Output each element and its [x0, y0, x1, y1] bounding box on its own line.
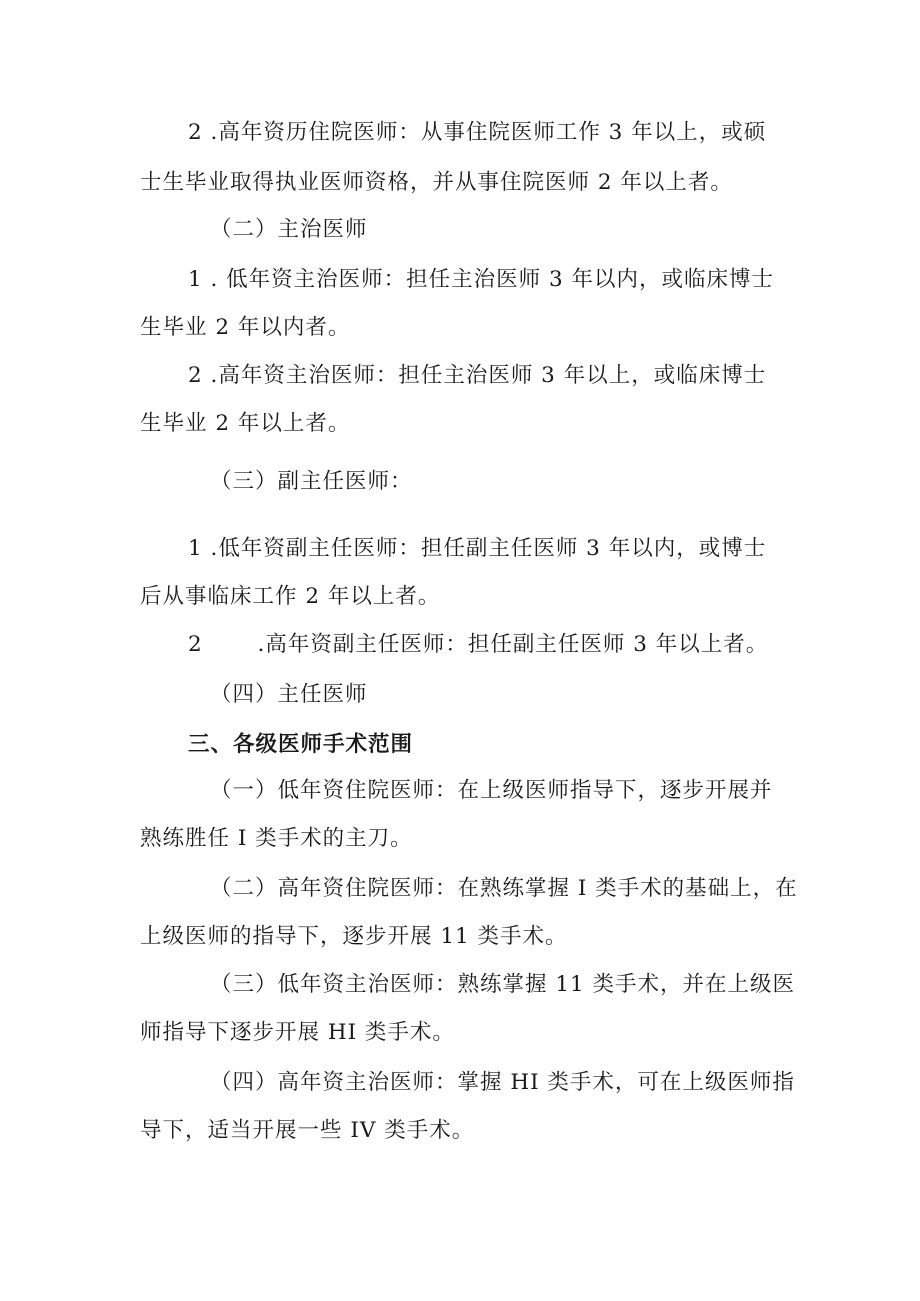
- paragraph-line: 1 . 低年资主治医师：担任主治医师 3 年以内，或临床博士: [188, 267, 775, 292]
- paragraph-line: （一）低年资住院医师：在上级医师指导下，逐步开展并: [210, 778, 773, 803]
- chapter-heading: 三、各级医师手术范围: [188, 732, 414, 757]
- section-heading-chief: （四）主任医师: [210, 682, 368, 707]
- paragraph-line: 生毕业 2 年以内者。: [140, 315, 351, 340]
- paragraph-line: 2 .高年资历住院医师：从事住院医师工作 3 年以上，或硕: [188, 120, 767, 145]
- paragraph-line: 师指导下逐步开展 HI 类手术。: [140, 1020, 455, 1045]
- section-heading-associate-chief: （三）副主任医师：: [210, 469, 413, 494]
- paragraph-line: 熟练胜任 I 类手术的主刀。: [140, 826, 413, 851]
- paragraph-line: 士生毕业取得执业医师资格，并从事住院医师 2 年以上者。: [140, 170, 733, 195]
- paragraph-line: 上级医师的指导下，逐步开展 11 类手术。: [140, 924, 568, 949]
- paragraph-line: 1 .低年资副主任医师：担任副主任医师 3 年以内，或博士: [188, 536, 767, 561]
- paragraph-line: 2 .高年资副主任医师：担任副主任医师 3 年以上者。: [188, 632, 769, 657]
- paragraph-line: （四）高年资主治医师：掌握 HI 类手术，可在上级医师指: [210, 1070, 795, 1095]
- paragraph-line: （二）高年资住院医师：在熟练掌握 I 类手术的基础上，在: [210, 876, 798, 901]
- paragraph-line: 导下，适当开展一些 IV 类手术。: [140, 1118, 475, 1143]
- paragraph-line: （三）低年资主治医师：熟练掌握 11 类手术，并在上级医: [210, 972, 796, 997]
- paragraph-line: 2 .高年资主治医师：担任主治医师 3 年以上，或临床博士: [188, 363, 767, 388]
- section-heading-attending: （二）主治医师: [210, 217, 368, 242]
- paragraph-line: 后从事临床工作 2 年以上者。: [140, 584, 441, 609]
- paragraph-line: 生毕业 2 年以上者。: [140, 411, 351, 436]
